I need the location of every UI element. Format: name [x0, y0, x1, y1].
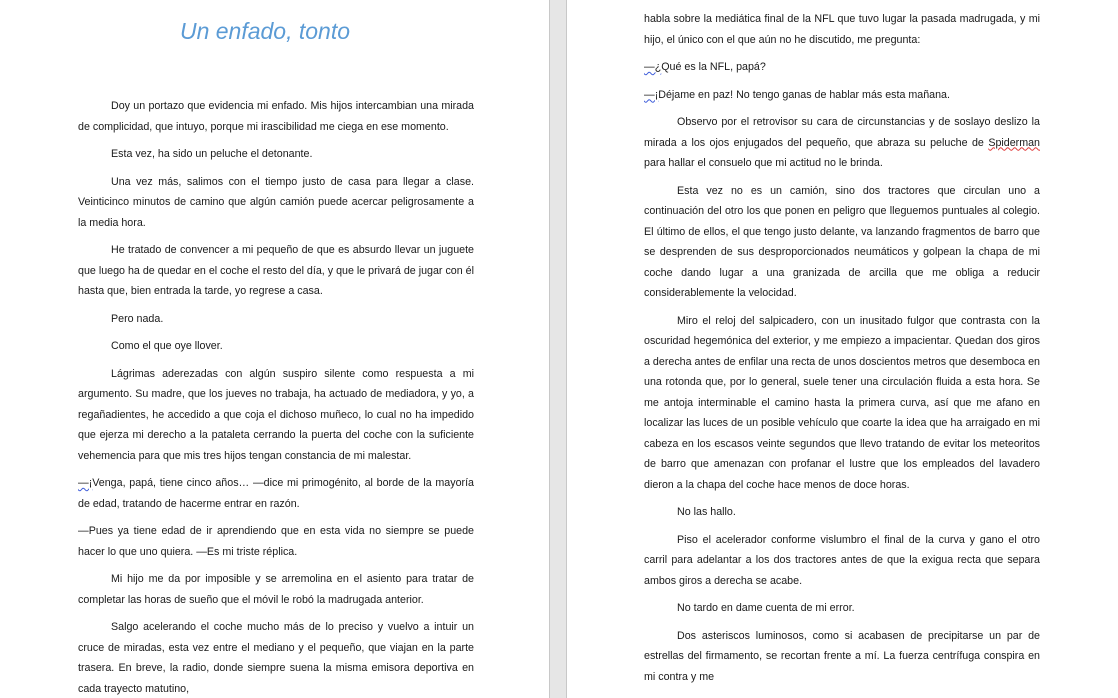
- paragraph: [78, 617, 474, 698]
- paragraph: [644, 311, 1040, 496]
- grammar-flag[interactable]: —¡: [78, 477, 93, 489]
- paragraph-text: Como el que oye llover.: [111, 340, 223, 352]
- paragraph: [644, 85, 1040, 106]
- paragraph-text: Esta vez, ha sido un peluche el detonante.: [111, 148, 313, 160]
- paragraph: [644, 112, 1040, 174]
- paragraph: [78, 336, 474, 357]
- paragraph: [78, 473, 474, 514]
- paragraph: [644, 502, 1040, 523]
- paragraph-text: para hallar el consuelo que mi actitud no le brinda.: [644, 157, 883, 169]
- right-page-body: [644, 9, 1040, 694]
- grammar-flag[interactable]: —¡: [644, 88, 659, 101]
- paragraph: [78, 569, 474, 610]
- paragraph: [644, 626, 1040, 688]
- paragraph-text: Piso el acelerador conforme vislumbro el final de la curva y gano el otro carril para adelantar a los dos tractores antes de que la exigua recta que separa ambos giros a derecha se acabe.: [644, 533, 1040, 587]
- paragraph-text: Una vez más, salimos con el tiempo justo de casa para llegar a clase. Veinticinco minutos de camino que algún camión puede acercar peligrosamente a la media hora.: [78, 175, 474, 229]
- paragraph: [644, 530, 1040, 592]
- paragraph: [644, 181, 1040, 304]
- paragraph-text: Observo por el retrovisor su cara de circunstancias y de soslayo deslizo la mirada a los ojos enjugados del pequeño, que abraza su peluche de: [644, 116, 1040, 149]
- paragraph-text: Venga, papá, tiene cinco años… —dice mi primogénito, al borde de la mayoría de edad, tratando de hacerme entrar en razón.: [78, 477, 474, 510]
- paragraph-text: Qué es la NFL, papá?: [661, 61, 766, 73]
- paragraph-text: Dos asteriscos luminosos, como si acabasen de precipitarse un par de estrellas del firmamento, se recortan frente a mí. La fuerza centrífuga conspira en mi contra y me: [644, 629, 1040, 683]
- document-page-left: [0, 0, 550, 698]
- left-page-body: [78, 96, 474, 698]
- document-title: Un enfado, tonto: [179, 18, 351, 44]
- paragraph-text: —Pues ya tiene edad de ir aprendiendo que en esta vida no siempre se puede hacer lo que uno quiera. —Es mi triste réplica.: [78, 525, 474, 558]
- paragraph-text: Mi hijo me da por imposible y se arremolina en el asiento para tratar de completar las horas de sueño que el móvil le robó la madrugada anterior.: [78, 573, 474, 606]
- paragraph-text: Déjame en paz! No tengo ganas de hablar más esta mañana.: [658, 88, 950, 101]
- paragraph: [78, 364, 474, 467]
- paragraph-text: No tardo en dame cuenta de mi error.: [677, 602, 855, 614]
- paragraph-text: Salgo acelerando el coche mucho más de lo preciso y vuelvo a intuir un cruce de miradas, esta vez entre el mediano y el pequeño, que viajan en la parte trasera. En breve, la radio, donde siempre suena la misma emisora deportiva en cada trayecto matutino,: [78, 621, 474, 695]
- paragraph: [78, 521, 474, 562]
- paragraph: [78, 144, 474, 165]
- paragraph: [78, 240, 474, 302]
- spelling-flag[interactable]: Spiderman: [988, 136, 1040, 149]
- paragraph-text: Miro el reloj del salpicadero, con un inusitado fulgor que contrasta con la oscuridad hegemónica del exterior, y me empiezo a impacientar. Quedan dos giros a derecha antes de enfilar una recta de unos doscientos metros que desemboca en una rotonda que, por lo general, suele tener una circulación fluida a esta hora. Se me antoja interminable el camino hasta la primera curva, así que me afano en localizar las luces de un posible vehículo que coarte la idea que ha arraigado en mi cabeza en los escasos veinte segundos que llevo tratando de evitar los meteoritos de barro que amenazan con profanar el lustre que los empleados del lavadero dieron a la chapa del coche hace menos de doce horas.: [644, 314, 1040, 491]
- paragraph: [78, 172, 474, 234]
- paragraph: [78, 96, 474, 137]
- paragraph: [78, 309, 474, 330]
- paragraph-text: No las hallo.: [677, 506, 736, 518]
- paragraph-text: habla sobre la mediática final de la NFL que tuvo lugar la pasada madrugada, y mi hijo, el único con el que aún no he discutido, me pregunta:: [644, 13, 1040, 46]
- paragraph-text: Esta vez no es un camión, sino dos tractores que circulan uno a continuación del otro los que ponen en peligro que lleguemos puntuales al colegio. El último de ellos, el que tengo justo delante, va lanzando fragmentos de barro que se desprenden de sus desproporcionados neumáticos y golpean la chapa de mi coche dando lugar a una granizada de arcilla que me obliga a reducir considerablemente la velocidad.: [644, 184, 1040, 299]
- paragraph-text: Lágrimas aderezadas con algún suspiro silente como respuesta a mi argumento. Su madre, que los jueves no trabaja, ha actuado de mediadora, y yo, a regañadientes, he accedido a que coja el dichoso muñeco, lo cual no ha impedido que ejerza mi derecho a la pataleta cerrando la puerta del coche con la suficiente vehemencia para que mis tres hijos tengan constancia de mi malestar.: [78, 367, 474, 462]
- document-page-right: [566, 0, 1118, 698]
- paragraph-text: Doy un portazo que evidencia mi enfado. Mis hijos intercambian una mirada de complicidad, que intuyo, porque mi irascibilidad me ciega en ese momento.: [78, 100, 474, 133]
- paragraph: [644, 57, 1040, 78]
- grammar-flag[interactable]: —¿: [644, 61, 662, 73]
- paragraph: [644, 9, 1040, 50]
- paragraph-text: He tratado de convencer a mi pequeño de que es absurdo llevar un juguete que luego ha de quedar en el coche el resto del día, y que le privará de jugar con él hasta que, bien entrada la tarde, yo regrese a casa.: [78, 244, 474, 297]
- paragraph-text: Pero nada.: [111, 312, 164, 325]
- paragraph: [644, 598, 1040, 619]
